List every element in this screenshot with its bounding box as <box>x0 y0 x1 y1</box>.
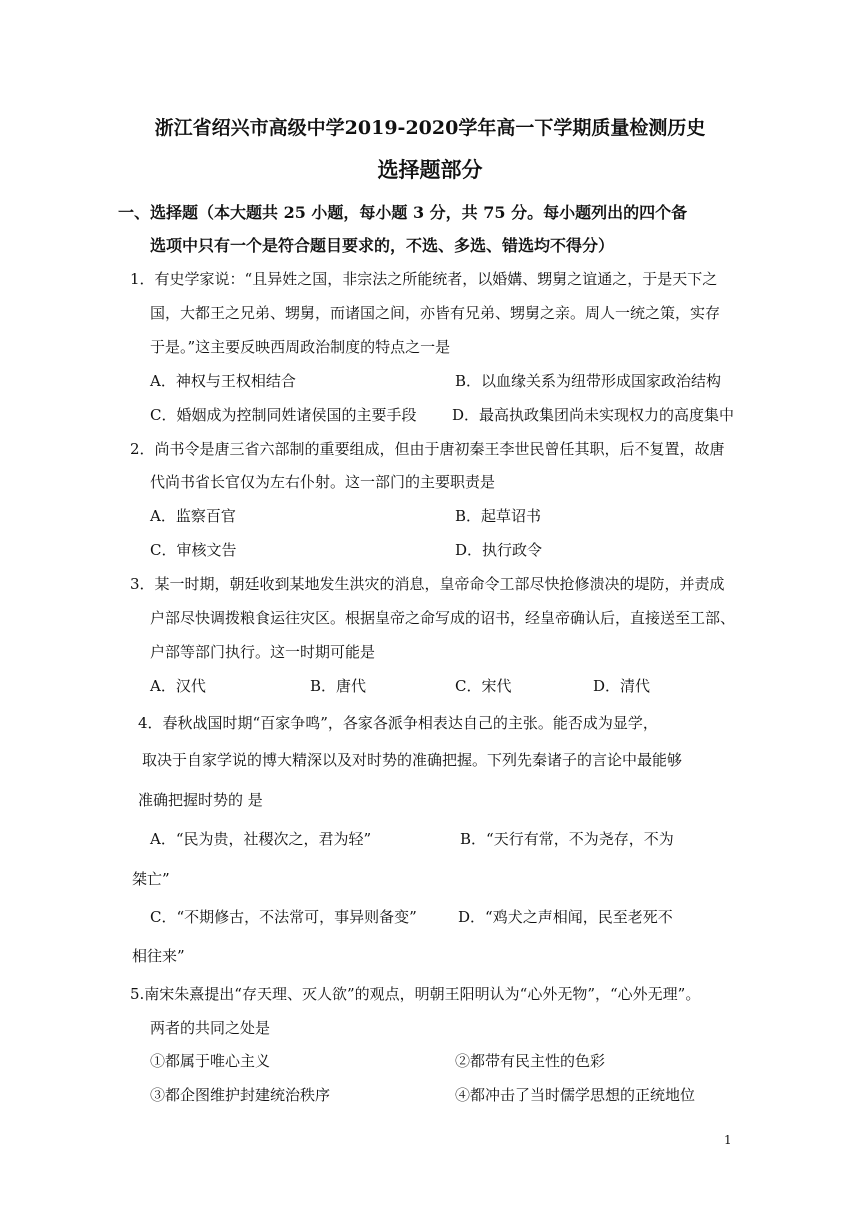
question-text-line: 1．有史学家说：“且异姓之国，非宗法之所能统者，以婚媾、甥舅之谊通之，于是天下之 <box>130 270 718 288</box>
question-text-line: 5.南宋朱熹提出“存天理、灭人欲”的观点，明朝王阳明认为“心外无物”，“心外无理”。 <box>130 985 701 1003</box>
option-c: C．宋代 <box>455 677 512 695</box>
question-text-line: 代尚书省长官仅为左右仆射。这一部门的主要职责是 <box>150 473 496 491</box>
option-4: ④都冲击了当时儒学思想的正统地位 <box>455 1086 696 1104</box>
question-text-line: 户部等部门执行。这一时期可能是 <box>150 643 376 661</box>
option-b: B．唐代 <box>310 677 367 695</box>
option-d: D．清代 <box>593 677 651 695</box>
question-text-line: 4．春秋战国时期“百家争鸣”，各家各派争相表达自己的主张。能否成为显学， <box>138 714 658 732</box>
question-text-line: 准确把握时势的 是 <box>138 791 263 809</box>
section-instruction-line-2: 选项中只有一个是符合题目要求的，不选、多选、错选均不得分） <box>150 236 615 255</box>
option-c: C．审核文告 <box>150 541 237 559</box>
question-text-line: 国，大都王之兄弟、甥舅，而诸国之间，亦皆有兄弟、甥舅之亲。周人一统之策，实存 <box>150 304 721 322</box>
option-d-continued: 相往来” <box>132 947 185 965</box>
part-heading: 选择题部分 <box>377 157 483 182</box>
question-text-line: 2．尚书令是唐三省六部制的重要组成，但由于唐初秦王李世民曾任其职，后不复置，故唐 <box>130 440 725 458</box>
option-2: ②都带有民主性的色彩 <box>455 1052 606 1070</box>
option-d: D．“鸡犬之声相闻，民至老死不 <box>458 908 673 926</box>
question-text-line: 于是。”这主要反映西周政治制度的特点之一是 <box>150 338 451 356</box>
section-instruction-line-1: 一、选择题（本大题共 25 小题，每小题 3 分，共 75 分。每小题列出的四个备 <box>118 203 688 222</box>
option-d: D．最高执政集团尚未实现权力的高度集中 <box>452 406 735 424</box>
option-a: A．监察百官 <box>150 507 236 525</box>
option-a: A．神权与王权相结合 <box>150 372 296 390</box>
option-d: D．执行政令 <box>455 541 543 559</box>
question-text-line: 3．某一时期，朝廷收到某地发生洪灾的消息，皇帝命令工部尽快抢修溃决的堤防，并责成 <box>130 575 725 593</box>
option-c: C．婚姻成为控制同姓诸侯国的主要手段 <box>150 406 417 424</box>
question-text-line: 两者的共同之处是 <box>150 1019 271 1037</box>
option-a: A．“民为贵，社稷次之，君为轻” <box>150 830 372 848</box>
option-b: B．以血缘关系为纽带形成国家政治结构 <box>455 372 722 390</box>
option-b: B．起草诏书 <box>455 507 542 525</box>
option-3: ③都企图维护封建统治秩序 <box>150 1086 331 1104</box>
option-c: C．“不期修古，不法常可，事异则备变” <box>150 908 417 926</box>
document-title: 浙江省绍兴市高级中学2019-2020学年高一下学期质量检测历史 <box>154 117 706 139</box>
question-text-line: 户部尽快调拨粮食运往灾区。根据皇帝之命写成的诏书，经皇帝确认后，直接送至工部、 <box>150 609 736 627</box>
option-b: B．“天行有常，不为尧存，不为 <box>460 830 674 848</box>
page-number: 1 <box>724 1133 732 1147</box>
option-a: A．汉代 <box>150 677 206 695</box>
question-text-line: 取决于自家学说的博大精深以及对时势的准确把握。下列先秦诸子的言论中最能够 <box>142 751 683 769</box>
option-b-continued: 桀亡” <box>132 870 170 888</box>
option-1: ①都属于唯心主义 <box>150 1052 271 1070</box>
